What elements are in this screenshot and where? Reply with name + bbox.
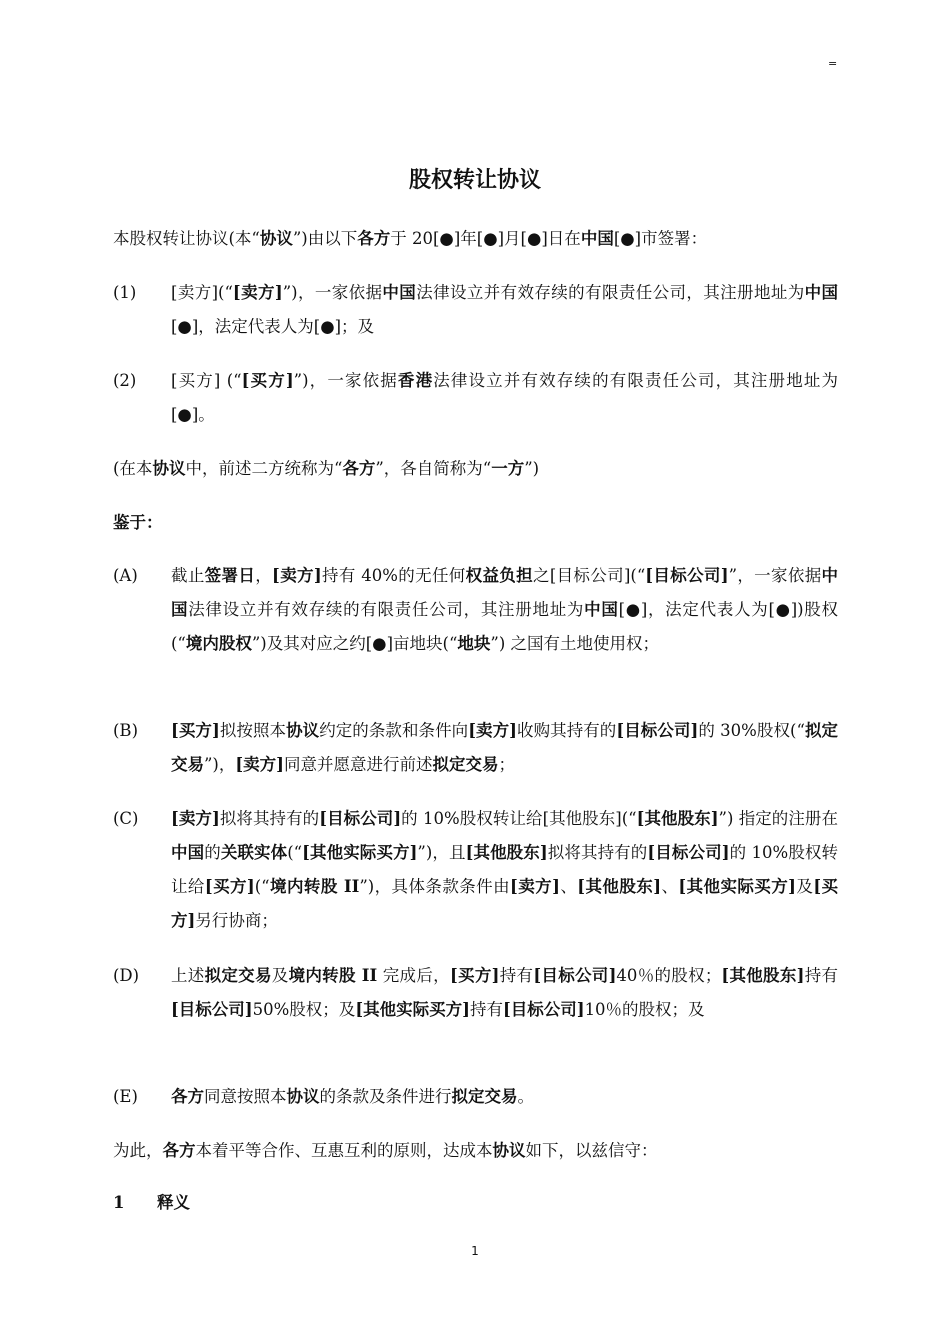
- intro-paragraph: 本股权转让协议(本“协议”)由以下各方于 20[●]年[●]月[●]日在中国[●]市签署：: [113, 229, 708, 248]
- recital-a: (A) 截止签署日，[卖方]持有 40%的无任何权益负担之[目标公司](“[目标公司]”，一家依据中国法律设立并有效存续的有限责任公司，其注册地址为中国[●]，法定代表人为[●])股权(“境内股权”)及其对应之约[●]亩地块(“地块”) 之国有土地使用权；: [113, 559, 838, 661]
- item-label: (D): [113, 966, 140, 985]
- closing-paragraph: 为此，各方本着平等合作、互惠互利的原则，达成本协议如下，以兹信守：: [113, 1141, 658, 1160]
- item-label: (1): [113, 283, 137, 302]
- party-2: (2) [买方] (“[买方]”)，一家依据香港法律设立并有效存续的有限责任公司，其注册地址为[●]。: [113, 364, 838, 432]
- item-label: (A): [113, 566, 138, 585]
- item-label: (B): [113, 721, 138, 740]
- item-label: (E): [113, 1087, 138, 1106]
- recital-c: (C) [卖方]拟将其持有的[目标公司]的 10%股权转让给[其他股东](“[其他股东]”) 指定的注册在中国的关联实体(“[其他实际买方]”)，且[其他股东]拟将其持有的[目标公司]的 10%股权转让给[买方](“境内转股 II”)，具体条款条件由[卖方]、[其他股东]、[其他实际买方]及[买方]另行协商；: [113, 802, 838, 938]
- party-1: (1) [卖方](“[卖方]”)，一家依据中国法律设立并有效存续的有限责任公司，其注册地址为中国[●]，法定代表人为[●]；及: [113, 276, 838, 344]
- section-heading: [113, 1186, 190, 1220]
- recital-d: (D) 上述拟定交易及境内转股 II 完成后，[买方]持有[目标公司]40％的股权；[其他股东]持有[目标公司]50%股权；及[其他实际买方]持有[目标公司]10％的股权；及: [113, 959, 838, 1027]
- recital-e: (E) 各方同意按照本协议的条款及条件进行拟定交易。: [113, 1080, 838, 1114]
- section-number: 1: [113, 1193, 125, 1212]
- section-title: 释义: [157, 1193, 190, 1212]
- header-mark: =: [828, 57, 838, 70]
- document-title: 股权转让协议: [408, 167, 541, 193]
- recital-b: (B) [买方]拟按照本协议约定的条款和条件向[卖方]收购其持有的[目标公司]的 30%股权(“拟定交易”)，[卖方]同意并愿意进行前述拟定交易；: [113, 714, 838, 782]
- parties-definition: (在本协议中，前述二方统称为“各方”，各自简称为“一方”): [113, 459, 540, 478]
- whereas-heading: 鉴于：: [113, 513, 163, 532]
- item-label: (C): [113, 809, 139, 828]
- page-number: 1: [471, 1244, 479, 1258]
- item-label: (2): [113, 371, 137, 390]
